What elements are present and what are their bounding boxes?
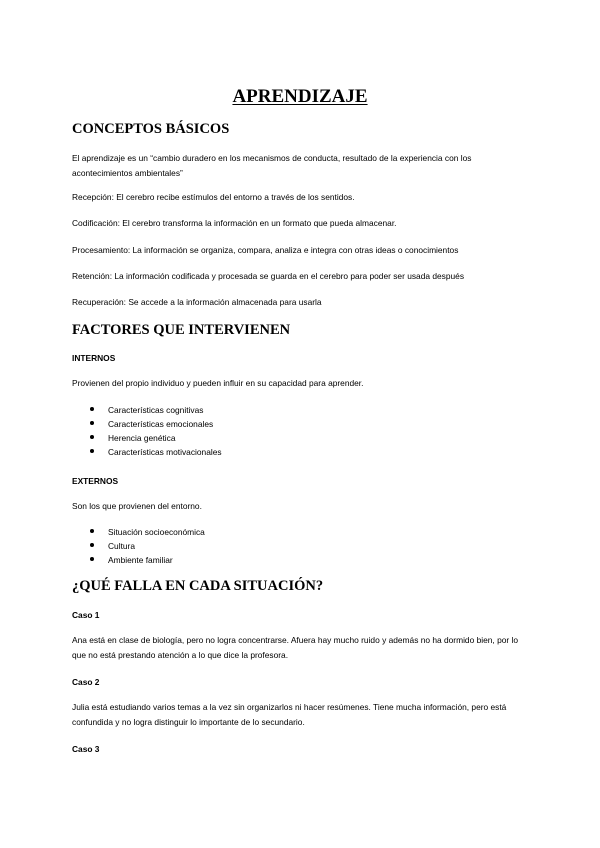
externos-list <box>90 525 205 567</box>
case-text-2: Julia está estudiando varios temas a la vez sin organizarlos ni hacer resúmenes. Tiene mucha información, pero está confundida y no logra distinguir lo importante de lo secundario. <box>72 702 507 727</box>
internos-list <box>90 403 222 459</box>
list-item: Situación socioeconómica <box>90 525 205 539</box>
list-item: Características emocionales <box>90 417 222 431</box>
list-item: Características cognitivas <box>90 403 222 417</box>
bullet-icon <box>90 449 94 453</box>
list-item: Cultura <box>90 539 205 553</box>
externos-paragraph: Son los que provienen del entorno. <box>72 501 202 511</box>
internos-paragraph: Provienen del propio individuo y pueden influir en su capacidad para aprender. <box>72 378 364 388</box>
concept-recepcion: Recepción: El cerebro recibe estímulos del entorno a través de los sentidos. <box>72 192 355 202</box>
list-item: Ambiente familiar <box>90 553 205 567</box>
bullet-icon <box>90 421 94 425</box>
case-label-1: Caso 1 <box>72 610 100 620</box>
list-item: Características motivacionales <box>90 445 222 459</box>
subheading-internos: INTERNOS <box>72 353 116 363</box>
section-heading-falla: ¿QUÉ FALLA EN CADA SITUACIÓN? <box>72 578 324 594</box>
bullet-icon <box>90 407 94 411</box>
section-heading-factores: FACTORES QUE INTERVIENEN <box>72 322 291 338</box>
case-text-1: Ana está en clase de biología, pero no logra concentrarse. Afuera hay mucho ruido y además no ha dormido bien, por lo que no está prestando atención a lo que dice la profesora. <box>72 635 519 660</box>
section-heading-conceptos: CONCEPTOS BÁSICOS <box>72 121 230 137</box>
definition-paragraph: El aprendizaje es un “cambio duradero en los mecanismos de conducta, resultado de la experiencia con los acontecimientos ambientales” <box>72 153 472 178</box>
bullet-icon <box>90 543 94 547</box>
concept-retencion: Retención: La información codificada y procesada se guarda en el cerebro para poder ser usada después <box>72 271 465 281</box>
bullet-icon <box>90 557 94 561</box>
concept-codificacion: Codificación: El cerebro transforma la información en un formato que pueda almacenar. <box>72 218 397 228</box>
bullet-icon <box>90 435 94 439</box>
case-label-3: Caso 3 <box>72 744 100 754</box>
document-title: APRENDIZAJE <box>232 86 368 107</box>
case-label-2: Caso 2 <box>72 677 100 687</box>
list-item: Herencia genética <box>90 431 222 445</box>
concept-recuperacion: Recuperación: Se accede a la información almacenada para usarla <box>72 297 322 307</box>
bullet-icon <box>90 529 94 533</box>
subheading-externos: EXTERNOS <box>72 476 119 486</box>
concept-procesamiento: Procesamiento: La información se organiza, compara, analiza e integra con otras ideas o conocimientos <box>72 245 459 255</box>
